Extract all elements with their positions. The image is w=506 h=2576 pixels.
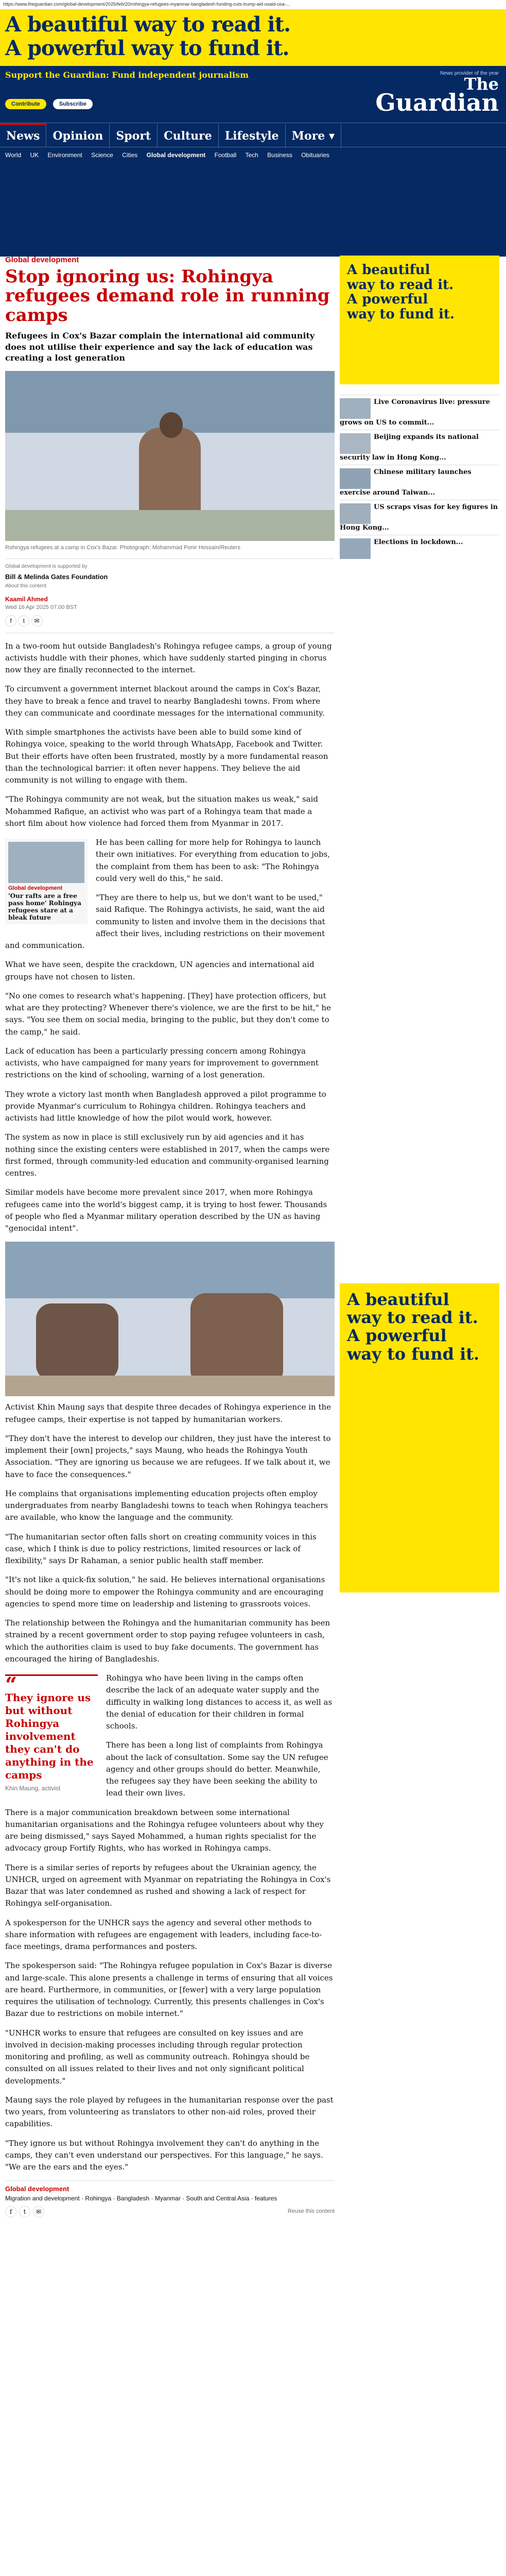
pull-quote-text: They ignore us but without Rohingya involvement they can't do anything in the camps: [5, 1691, 94, 1782]
right-ad-2-line1: A beautiful: [347, 1290, 449, 1309]
paragraph-6: "They are there to help us, but we don't want to be used," said Rafique. The Rohingya activists, he said, want the aid community to listen and involve them in the decisions that affect their lives, including restrictions on their movement and communication.: [5, 893, 325, 951]
paragraph-21: There is a major communication breakdown between some international humanitarian organisations and the Rohingya refugee volunteers about why they are being dismissed," says Sayed Mohammed, a human rights specialist for the advocacy group Fortify Rights, who has worked in Rohingya camps.: [5, 1807, 324, 1853]
side-item-2[interactable]: Beijing expands its national security law in Hong Kong...: [340, 430, 499, 465]
right-ad-1-line4: way to fund it.: [347, 306, 455, 322]
right-ad-2[interactable]: [340, 1283, 499, 1592]
related-inline-image: [8, 842, 84, 883]
sub-nav: [0, 148, 506, 162]
article-kicker[interactable]: Global development: [5, 256, 79, 264]
right-ad-2-line2: way to read it.: [347, 1308, 478, 1328]
publish-date: Wed 16 Apr 2025 07.00 BST: [5, 604, 77, 611]
paragraph-22: There is a similar series of reports by refugees about the Ukrainian agency, the UNHCR, urged on agreement with Myanmar on repatriating the Rohingya in Cox's Bazar that was later condemned as rushed and showing a lack of respect for Rohingya self-organisation.: [5, 1862, 331, 1908]
nav-opinion[interactable]: Opinion: [46, 124, 110, 148]
paragraph-16: "The humanitarian sector often falls short on creating community voices in this case, which I think is due to policy restrictions, limited resources or lack of flexibility," says Dr Rahaman, a senior public health staff member.: [5, 1532, 317, 1566]
paragraph-24: The spokesperson said: "The Rohingya refugee population in Cox's Bazar is diverse and large-scale. This alone presents a challenge in terms of ensuring that all voices are heard. Furthermore, in communities, or [fewer] with a very large population requires the utilisation of technology. Currently, this presents challenges in Cox's Bazar due to restrictions on mobile internet.": [5, 1961, 333, 2019]
contribute-button[interactable]: Contribute: [5, 99, 46, 109]
right-ad-1-line1: A beautiful: [347, 262, 430, 278]
paragraph-25: "UNHCR works to ensure that refugees are consulted on key issues and are involved in decision-making processes including through regular protection monitoring and profiling, as well as community outreach. Rohingya should be consulted on all issues related to their lives and not only significant political developments.": [5, 2028, 310, 2086]
related-inline-title: 'Our rafts are a free pass home' Rohingya refugees stare at a bleak future: [8, 892, 81, 922]
paragraph-5: He has been calling for more help for Rohingya to launch their own initiatives. For everything from education to jobs, the complaint from them has been to ask: "The Rohingya could very well do this," he said.: [96, 838, 330, 883]
side-item-1[interactable]: Live Coronavirus live: pressure grows on US to commit...: [340, 395, 499, 430]
side-item-3[interactable]: Chinese military launches exercise around Taiwan...: [340, 465, 499, 500]
subnav-cities[interactable]: Cities: [122, 151, 138, 159]
most-viewed-side: [340, 395, 499, 562]
right-column: [340, 252, 499, 1592]
article-second-image[interactable]: [5, 1242, 335, 1396]
paragraph-23: A spokesperson for the UNHCR says the agency and several other methods to share information with refugees are engagement with leaders, including face-to-face meetings, drama performances and posters.: [5, 1918, 322, 1952]
paragraph-20: There has been a long list of complaints from Rohingya about the lack of consultation. Some say the UN refugee agency and other groups should do better. Meanwhile, the refugees say they have been seeking the ability to lead their own lives.: [106, 1740, 328, 1798]
related-inline-card[interactable]: [5, 839, 88, 924]
paragraph-26: Maung says the role played by refugees in the humanitarian response over the past two years, from volunteering as translators to other non-aid roles, proved their capabilities.: [5, 2095, 334, 2129]
logo-the: The: [464, 74, 499, 94]
paragraph-7: What we have seen, despite the crackdown, UN agencies and international aid groups have not chosen to listen.: [5, 960, 315, 981]
quote-icon: “: [5, 1673, 18, 1698]
top-banner-ad[interactable]: [0, 9, 506, 66]
subnav-tech[interactable]: Tech: [245, 151, 258, 159]
article-standfirst: Refugees in Cox's Bazar complain the international aid community does not utilise their experience and say the lack of education was creating a lost generation: [5, 331, 315, 363]
logo-guardian: Guardian: [375, 88, 499, 116]
reuse-content-link[interactable]: Reuse this content: [287, 2208, 335, 2215]
twitter-share-icon[interactable]: t: [18, 615, 29, 626]
paragraph-11: The system as now in place is still exclusively run by aid agencies and it has nothing since the existing centers were established in 2017, when the camps were first formed, through community-led education and community-organised learning centres.: [5, 1132, 330, 1178]
tags-list[interactable]: Migration and development · Rohingya · Bangladesh · Myanmar · South and Central Asia · features: [5, 2195, 277, 2202]
email-share-icon[interactable]: ✉: [33, 2206, 44, 2217]
series-label: Global development is supported by: [5, 564, 88, 570]
right-ad-2-line3: A powerful: [347, 1326, 447, 1346]
logo-tagline: News provider of the year: [440, 71, 499, 76]
right-ad-1-line2: way to read it.: [347, 277, 454, 293]
paragraph-2: To circumvent a government internet blackout around the camps in Cox's Bazar, they have to break a fence and travel to nearby Bangladeshi towns. From where they can communicate and coordinate messages for the international community.: [5, 684, 325, 718]
subnav-environment[interactable]: Environment: [47, 151, 82, 159]
guardian-logo[interactable]: [375, 71, 499, 114]
paragraph-12: Similar models have become more prevalent since 2017, when more Rohingya refugees came into the world's biggest camp, it is trying to host fewer. Thousands of people who fled a Myanmar military operation described by the UN as having "genocidal intent".: [5, 1188, 327, 1233]
main-nav: [0, 123, 506, 147]
image-caption: Rohingya refugees at a camp in Cox's Bazar. Photograph: Mohammad Ponir Hossain/Reuters: [5, 544, 241, 551]
pull-quote: [5, 1674, 98, 1792]
right-ad-1[interactable]: [340, 256, 499, 384]
paragraph-1: In a two-room hut outside Bangladesh's Rohingya refugee camps, a group of young activists huddle with their phones, which have suddenly started pinging in chorus now they are finally reconnected to the internet.: [5, 641, 332, 675]
banner-ad-line2: A powerful way to fund it.: [5, 36, 289, 60]
subnav-science[interactable]: Science: [91, 151, 113, 159]
article: [5, 252, 335, 2217]
tags-label[interactable]: Global development: [5, 2185, 69, 2193]
about-content-link[interactable]: About this content: [5, 583, 47, 589]
right-ad-1-line3: A powerful: [347, 292, 428, 308]
paragraph-13: Activist Khin Maung says that despite three decades of Rohingya experience in the refugee camps, their expertise is not tapped by humanitarian workers.: [5, 1402, 331, 1424]
support-message: Support the Guardian: Fund independent journalism: [5, 70, 249, 80]
subnav-football[interactable]: Football: [214, 151, 237, 159]
paragraph-4: "The Rohingya community are not weak, but the situation makes us weak," said Mohammed Rafique, an activist who was part of a Rohingya team that made a short film about how violence had forced them from Myanmar in 2017.: [5, 794, 318, 828]
nav-sport[interactable]: Sport: [110, 124, 158, 148]
subnav-uk[interactable]: UK: [30, 151, 39, 159]
email-share-icon[interactable]: ✉: [31, 615, 43, 626]
pull-quote-attribution: Khin Maung, activist: [5, 1785, 61, 1792]
subnav-world[interactable]: World: [5, 151, 22, 159]
chevron-down-icon: ▾: [328, 129, 335, 143]
facebook-share-icon[interactable]: f: [5, 615, 16, 626]
paragraph-10: They wrote a victory last month when Bangladesh approved a pilot programme to provide Myanmar's curriculum to Rohingya children. Rohingya teachers and activists had little knowledge of how the pilot would work, however.: [5, 1089, 326, 1123]
paragraph-9: Lack of education has been a particularly pressing concern among Rohingya activists, who have campaigned for many years for improvement to government restrictions on the kind of schooling, warning of a lost generation.: [5, 1046, 319, 1080]
subnav-global-development[interactable]: Global development: [146, 151, 206, 159]
nav-news[interactable]: News: [0, 123, 46, 147]
banner-ad-line1: A beautiful way to read it.: [5, 12, 290, 37]
nav-more-label: More: [291, 129, 325, 143]
twitter-share-icon[interactable]: t: [19, 2206, 30, 2217]
nav-lifestyle[interactable]: Lifestyle: [219, 124, 286, 148]
paragraph-17: "It's not like a quick-fix solution," he said. He believes international organisations should be doing more to empower the Rohingya community and are encouraging agencies to spend more time on leadership and listening to grassroots voices.: [5, 1575, 325, 1608]
browser-url-bar[interactable]: https://www.theguardian.com/global-development/2025/feb/20/rohingya-refugees-myanmar-bangladesh-funding-cuts-trump-aid-usaid-usa-...: [0, 0, 506, 9]
paragraph-15: He complains that organisations implementing education projects often employ undergraduates from nearby Bangladeshi towns to teach when Rohingya teachers are available, who know the language and the community.: [5, 1488, 328, 1522]
paragraph-3: With simple smartphones the activists have been able to build some kind of Rohingya voice, speaking to the world through WhatsApp, Facebook and Twitter. But their efforts have often been frustrated, mostly by a more fundamental reason than the technological barrier: it often never happens. They believe the aid community is not willing to engage with them.: [5, 727, 328, 785]
partner-logo[interactable]: Bill & Melinda Gates Foundation: [5, 573, 108, 581]
side-item-4[interactable]: US scraps visas for key figures in Hong Kong...: [340, 500, 499, 535]
nav-culture[interactable]: Culture: [158, 124, 219, 148]
author-byline[interactable]: Kaamil Ahmed: [5, 596, 48, 603]
facebook-share-icon[interactable]: f: [5, 2206, 16, 2217]
subnav-business[interactable]: Business: [267, 151, 292, 159]
subscribe-button[interactable]: Subscribe: [53, 99, 93, 109]
related-inline-kicker: Global development: [8, 885, 63, 892]
paragraph-27: "They ignore us but without Rohingya involvement they can't do anything in the camps, they can't even understand our perspectives. For this language," he says. "We are the ears and the eyes.": [5, 2138, 323, 2172]
subnav-obituaries[interactable]: Obituaries: [301, 151, 329, 159]
paragraph-8: "No one comes to research what's happening. [They] have protection officers, but what are they protecting? Whenever there's violence, we are the first to be hit," he says. "You see them on social media, bringing to the public, but they don't come to the camp," he said.: [5, 991, 331, 1037]
site-header: [0, 9, 506, 257]
article-main-image[interactable]: [5, 371, 335, 541]
article-headline: Stop ignoring us: Rohingya refugees demand role in running camps: [5, 266, 330, 326]
paragraph-18: The relationship between the Rohingya and the humanitarian community has been strained by a recent government order to stop paying refugee volunteers in cash, which the authorities claim is used to buy fake documents. The government has encouraged the hiring of Bangladeshis.: [5, 1618, 330, 1664]
right-ad-2-line4: way to fund it.: [347, 1344, 480, 1364]
paragraph-19: Rohingya who have been living in the camps often describe the lack of an adequate water supply and the difficulty in walking long distances to access it, as well as the denial of education for their children in formal schools.: [106, 1673, 333, 1731]
paragraph-14: "They don't have the interest to develop our children, they just have the interest to implement their [own] projects," says Maung, who heads the Rohingya Youth Association. "They are ignoring us because we are refugees. If we talk about it, we have to face the consequences.": [5, 1433, 331, 1479]
nav-more[interactable]: [286, 124, 341, 148]
side-item-5[interactable]: Elections in lockdown...: [340, 535, 499, 562]
